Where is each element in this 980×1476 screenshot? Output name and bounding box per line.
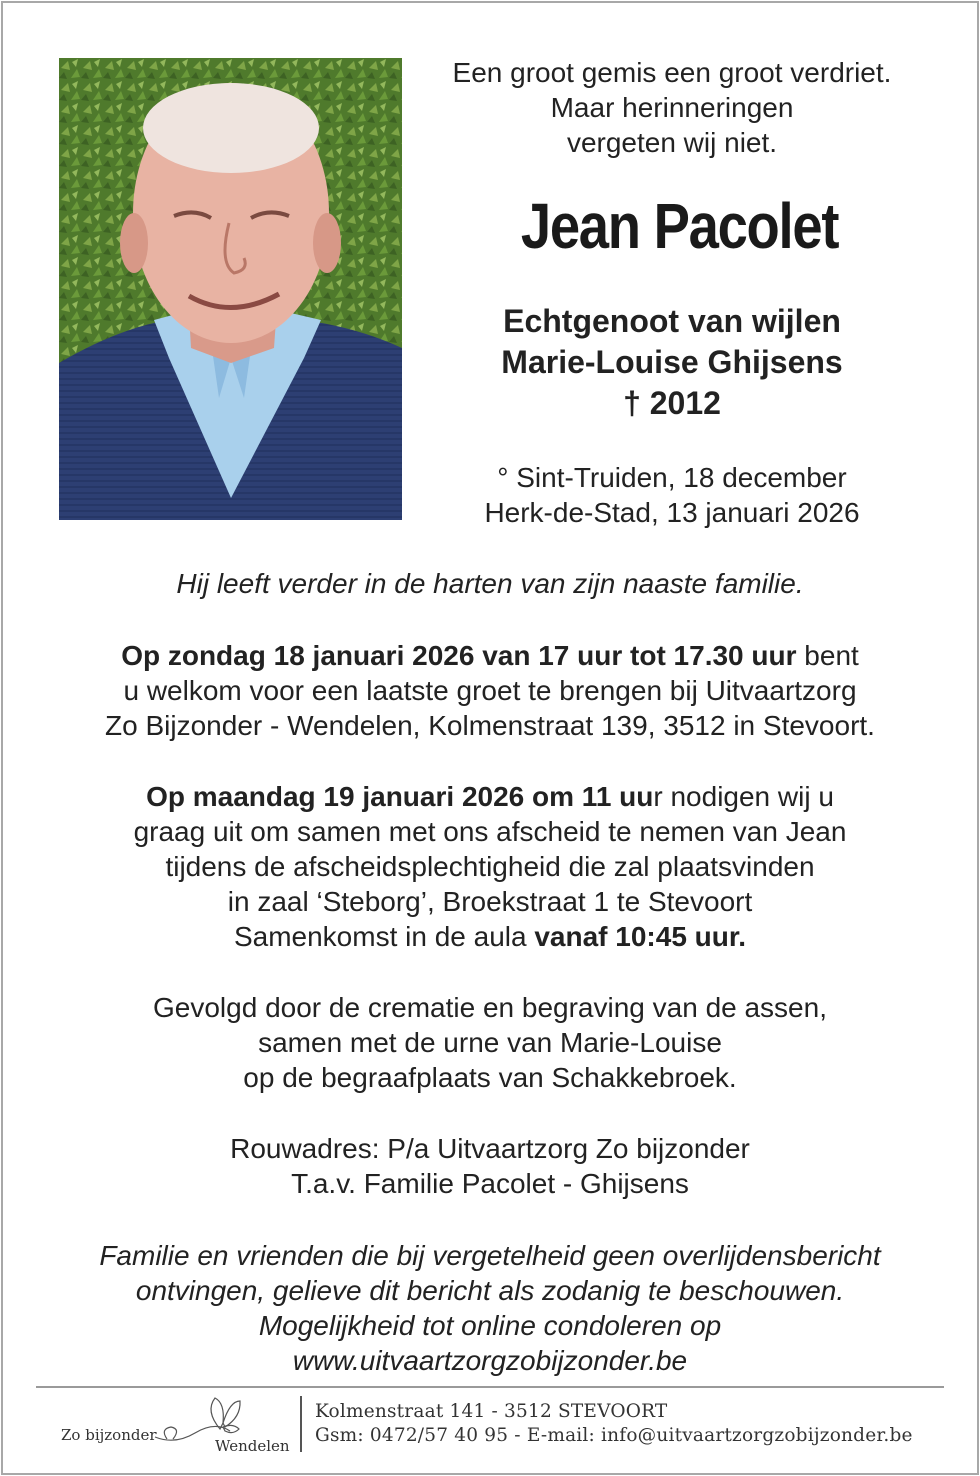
funeral-home-logo bbox=[55, 1393, 300, 1457]
ceremony-line: Op maandag 19 januari 2026 om 11 uur nodigen wij u bbox=[146, 781, 834, 812]
logo-text: Zo bijzonder bbox=[61, 1426, 157, 1444]
ceremony-when: Op maandag 19 januari 2026 om 11 uu bbox=[146, 781, 654, 812]
burial-line: op de begraafplaats van Schakkebroek. bbox=[243, 1062, 737, 1093]
ceremony-line: graag uit om samen met ons afscheid te nemen van Jean bbox=[133, 816, 847, 847]
poem-line: Maar herinneringen bbox=[550, 92, 794, 123]
closing-line: Mogelijkheid tot online condoleren op bbox=[258, 1310, 722, 1341]
address-line: Rouwadres: P/a Uitvaartzorg Zo bijzonder bbox=[230, 1133, 750, 1164]
mourning-address bbox=[0, 1131, 980, 1201]
portrait-photo bbox=[59, 58, 402, 520]
spouse-line: † 2012 bbox=[623, 385, 721, 421]
footer-separator bbox=[300, 1396, 302, 1452]
gathering-time: vanaf 10:45 uur. bbox=[534, 921, 747, 952]
memorial-poem bbox=[402, 55, 942, 160]
condolence-link[interactable]: www.uitvaartzorgzobijzonder.be bbox=[292, 1345, 688, 1376]
closing-line: ontvingen, gelieve dit bericht als zodanig te beschouwen. bbox=[135, 1275, 845, 1306]
visitation-line: Op zondag 18 januari 2026 van 17 uur tot 17.30 uur bent bbox=[121, 640, 859, 671]
deceased-name: Jean Pacolet bbox=[520, 190, 839, 262]
ceremony-line: tijdens de afscheidsplechtigheid die zal plaatsvinden bbox=[165, 851, 815, 882]
poem-line: vergeten wij niet. bbox=[566, 127, 778, 158]
burial-block bbox=[0, 990, 980, 1095]
address-line: T.a.v. Familie Pacolet - Ghijsens bbox=[291, 1168, 689, 1199]
funeral-home-address: Kolmenstraat 141 - 3512 STEVOORT bbox=[315, 1401, 668, 1422]
life-dates bbox=[402, 460, 942, 530]
death-date: Herk-de-Stad, 13 januari 2026 bbox=[484, 497, 860, 528]
closing-block bbox=[0, 1238, 980, 1378]
spouse-line: Echtgenoot van wijlen bbox=[503, 303, 841, 339]
footer-divider bbox=[36, 1386, 944, 1388]
funeral-home-contact: Gsm: 0472/57 40 95 - E-mail: info@uitvaartzorgzobijzonder.be bbox=[315, 1425, 913, 1446]
poem-line: Een groot gemis een groot verdriet. bbox=[452, 57, 892, 88]
closing-line: Familie en vrienden die bij vergetelheid geen overlijdensbericht bbox=[99, 1240, 881, 1271]
visitation-line: Zo Bijzonder - Wendelen, Kolmenstraat 139, 3512 in Stevoort. bbox=[105, 710, 875, 741]
ceremony-line: in zaal ‘Steborg’, Broekstraat 1 te Stevoort bbox=[227, 886, 753, 917]
visitation-when: Op zondag 18 januari 2026 van 17 uur tot 17.30 uur bbox=[121, 640, 797, 671]
visitation-line: u welkom voor een laatste groet te brengen bij Uitvaartzorg bbox=[123, 675, 857, 706]
visitation-block bbox=[0, 638, 980, 743]
ceremony-block bbox=[0, 779, 980, 954]
tagline: Hij leeft verder in de harten van zijn naaste familie. bbox=[176, 568, 804, 599]
spouse-info bbox=[402, 301, 942, 424]
burial-line: Gevolgd door de crematie en begraving van de assen, bbox=[153, 992, 827, 1023]
birth-date: ° Sint-Truiden, 18 december bbox=[497, 462, 847, 493]
spouse-line: Marie-Louise Ghijsens bbox=[501, 344, 843, 380]
burial-line: samen met de urne van Marie-Louise bbox=[258, 1027, 722, 1058]
ceremony-line: Samenkomst in de aula vanaf 10:45 uur. bbox=[233, 921, 747, 952]
logo-text: Wendelen bbox=[215, 1437, 290, 1455]
